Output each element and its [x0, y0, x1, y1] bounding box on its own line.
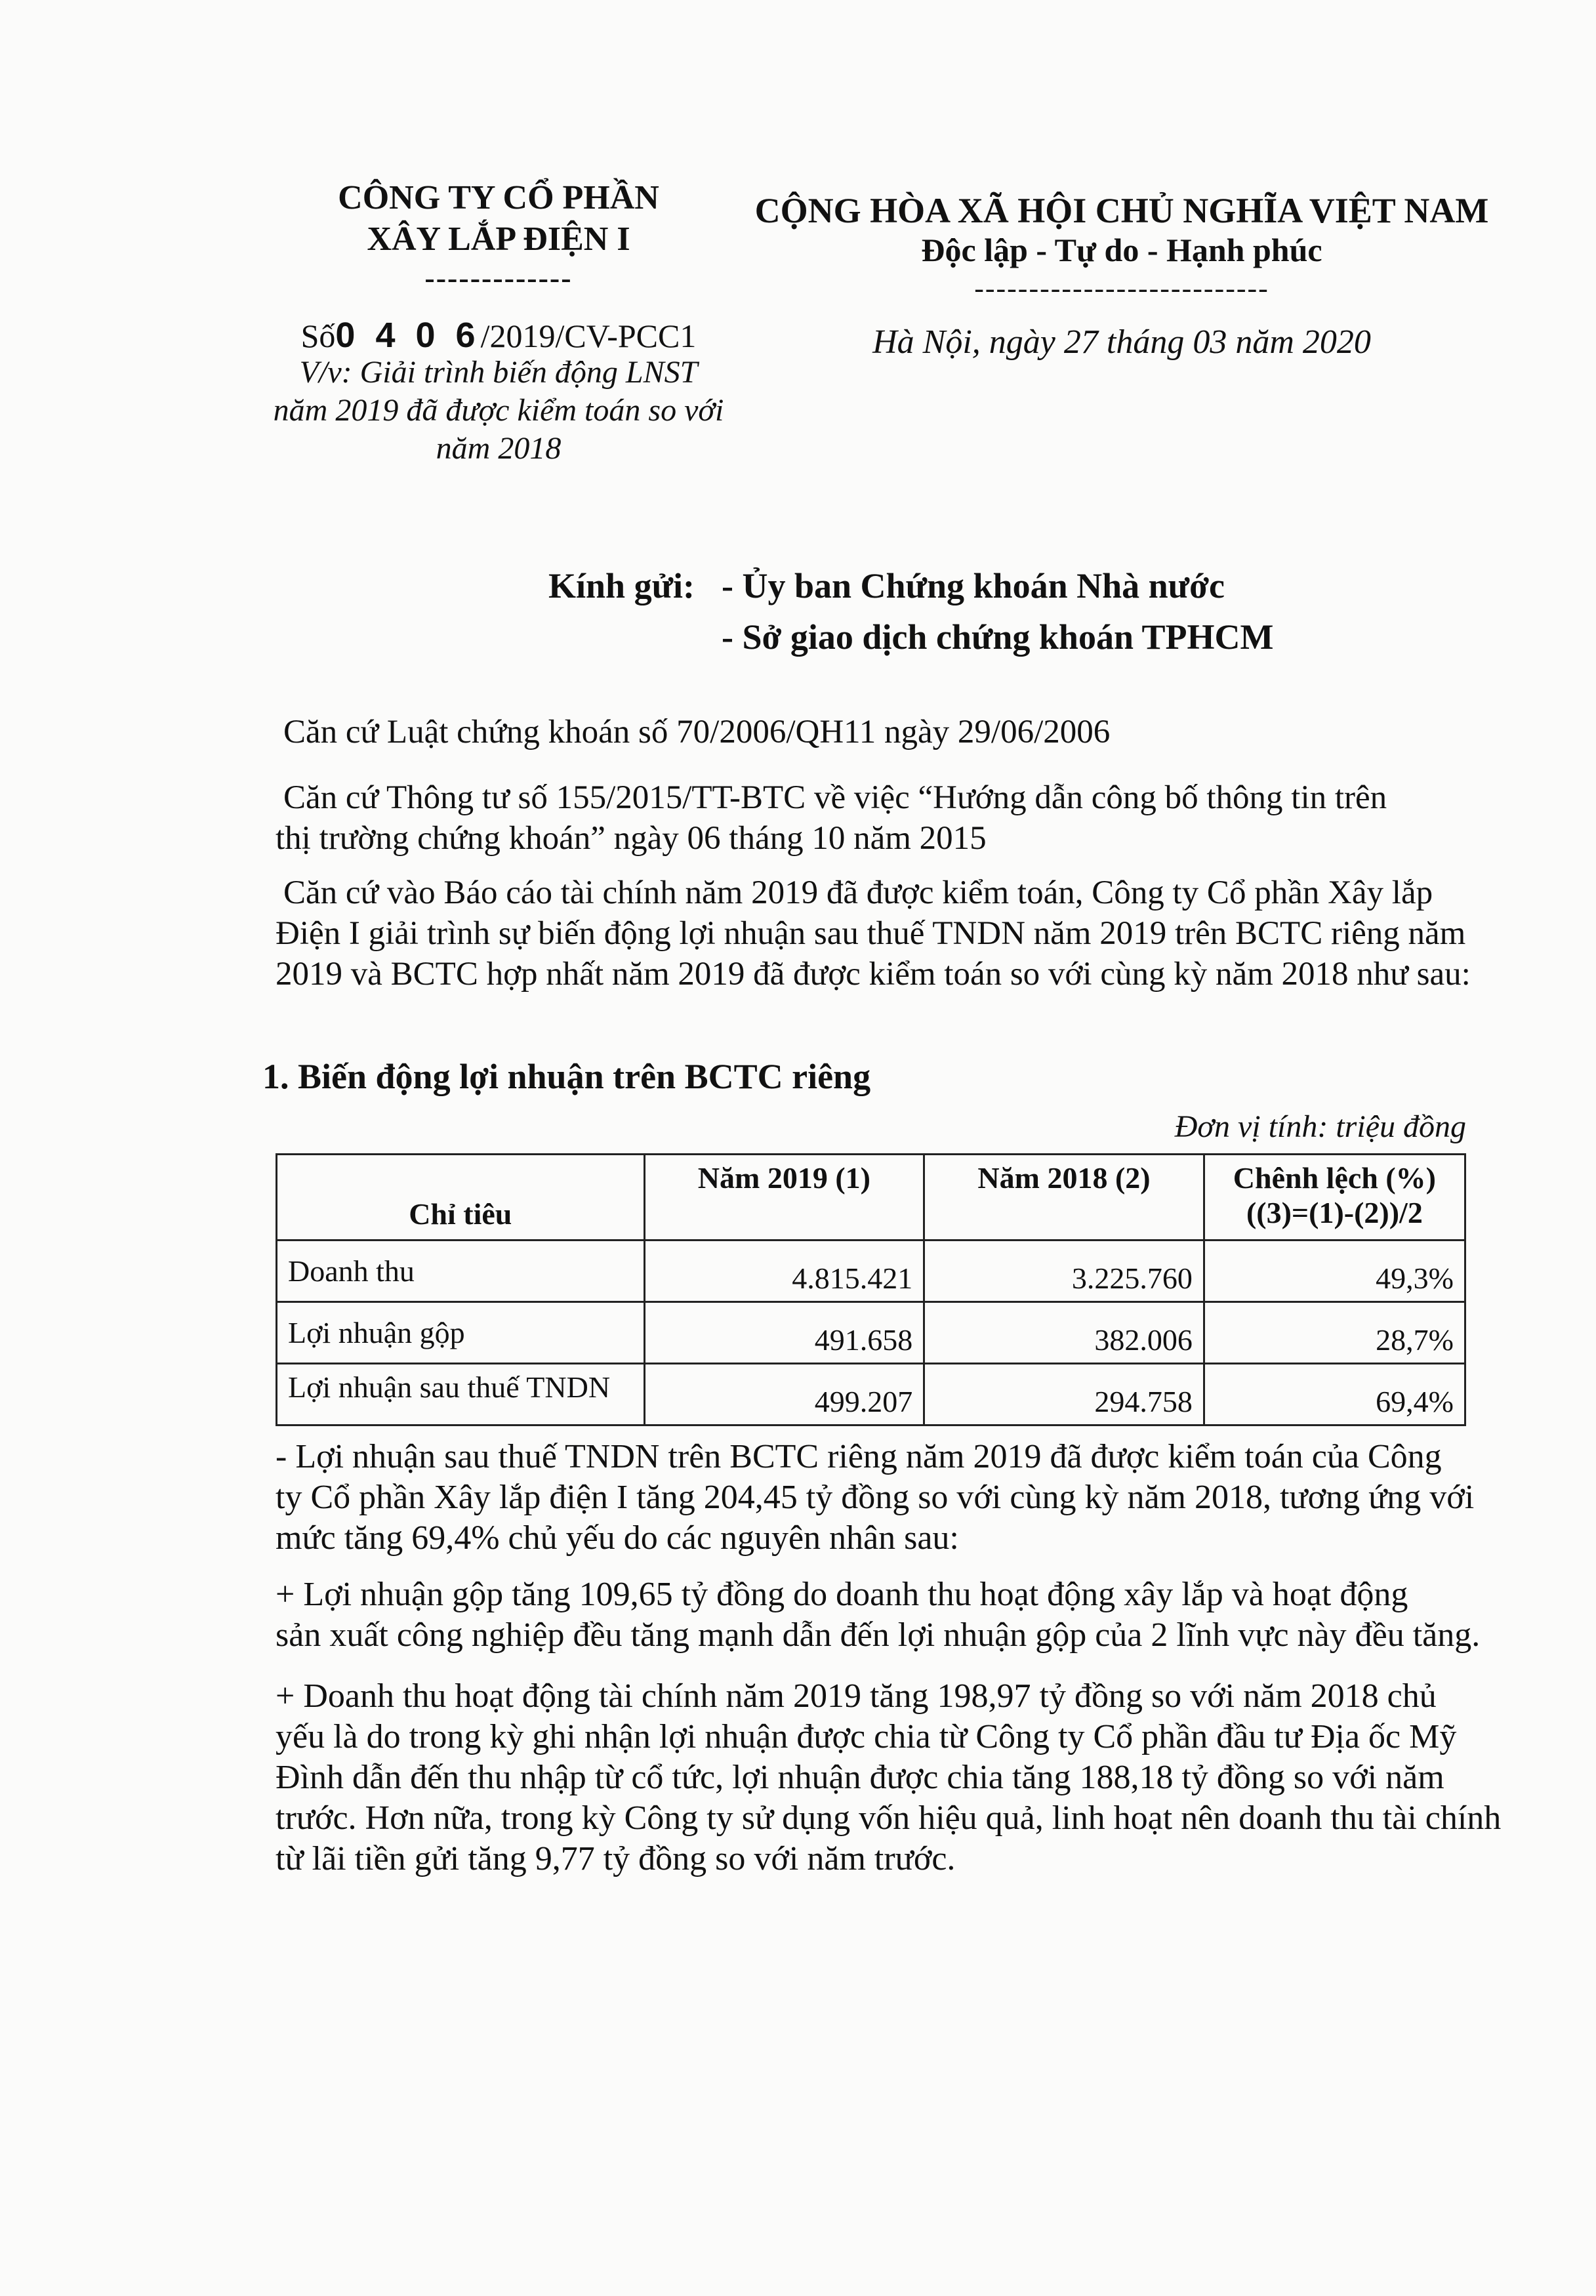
paragraph-line: trước. Hơn nữa, trong kỳ Công ty sử dụng vốn hiệu quả, linh hoạt nên doanh thu tài chính [276, 1799, 1502, 1837]
paragraph-line: từ lãi tiền gửi tăng 9,77 tỷ đồng so với năm trước. [276, 1840, 956, 1877]
cell-2019: 4.815.421 [644, 1240, 924, 1302]
row-label: Doanh thu [277, 1240, 645, 1302]
paragraph-line: mức tăng 69,4% chủ yếu do các nguyên nhân sau: [276, 1519, 959, 1557]
paragraph-financial-income [276, 1676, 1502, 1879]
cell-2018: 382.006 [924, 1302, 1204, 1364]
recipient-item: - Ủy ban Chứng khoán Nhà nước [722, 566, 1225, 605]
table-header-row [277, 1155, 1465, 1240]
paragraph-line: Căn cứ Thông tư số 155/2015/TT-BTC về việc “Hướng dẫn công bố thông tin trên [283, 779, 1387, 816]
section-title: 1. Biến động lợi nhuận trên BCTC riêng [262, 1057, 871, 1096]
header-difference [1204, 1155, 1465, 1240]
paragraph-line: 2019 và BCTC hợp nhất năm 2019 đã được kiểm toán so với cùng kỳ năm 2018 như sau: [276, 956, 1471, 993]
right-header-divider: --------------------------- [974, 272, 1269, 304]
subject-line2: năm 2019 đã được kiểm toán so với [273, 393, 724, 428]
cell-2019: 491.658 [644, 1302, 924, 1364]
paragraph-report-basis [276, 872, 1471, 994]
unit-note: Đơn vị tính: triệu đồng [1174, 1109, 1466, 1144]
cell-2018: 294.758 [924, 1364, 1204, 1425]
doc-number-prefix: Số [300, 318, 336, 354]
cell-diff: 49,3% [1204, 1240, 1465, 1302]
country-motto: Độc lập - Tự do - Hạnh phúc [921, 232, 1322, 268]
paragraph-line: + Doanh thu hoạt động tài chính năm 2019 tăng 198,97 tỷ đồng so với năm 2018 chủ [276, 1677, 1437, 1715]
table-row [277, 1240, 1465, 1302]
doc-number-handwritten: 0 4 0 6 [335, 316, 481, 355]
header-difference-line2: ((3)=(1)-(2))/2 [1246, 1196, 1423, 1229]
cell-diff: 69,4% [1204, 1364, 1465, 1425]
place-date: Hà Nội, ngày 27 tháng 03 năm 2020 [872, 323, 1371, 361]
cell-2018: 3.225.760 [924, 1240, 1204, 1302]
paragraph-line: Căn cứ Luật chứng khoán số 70/2006/QH11 ngày 29/06/2006 [283, 714, 1111, 750]
header-difference-line1: Chênh lệch (%) [1233, 1161, 1437, 1195]
header-year-2018: Năm 2018 (2) [924, 1155, 1204, 1240]
paragraph-profit-explanation [276, 1437, 1475, 1559]
paragraph-line: Căn cứ vào Báo cáo tài chính năm 2019 đã được kiểm toán, Công ty Cổ phần Xây lắp [283, 874, 1433, 911]
document-number [276, 315, 722, 356]
cell-2019: 499.207 [644, 1364, 924, 1425]
doc-number-suffix: /2019/CV-PCC1 [480, 318, 697, 354]
paragraph-line: Điện I giải trình sự biến động lợi nhuận sau thuế TNDN năm 2019 trên BCTC riêng năm [276, 915, 1466, 952]
company-name-line2: XÂY LẮP ĐIỆN I [367, 220, 630, 258]
country-name: CỘNG HÒA XÃ HỘI CHỦ NGHĨA VIỆT NAM [754, 191, 1489, 230]
table-row [277, 1364, 1465, 1425]
paragraph-line: yếu là do trong kỳ ghi nhận lợi nhuận được chia từ Công ty Cổ phần đầu tư Địa ốc Mỹ [276, 1718, 1457, 1755]
paragraph-line: thị trường chứng khoán” ngày 06 tháng 10 năm 2015 [276, 820, 987, 857]
row-label: Lợi nhuận gộp [277, 1302, 645, 1364]
header-year-2019: Năm 2019 (1) [644, 1155, 924, 1240]
cell-diff: 28,7% [1204, 1302, 1465, 1364]
paragraph-legal-basis-1 [283, 712, 1474, 752]
subject-line3: năm 2018 [436, 431, 562, 466]
recipient-label: Kính gửi: [548, 566, 695, 605]
paragraph-line: - Lợi nhuận sau thuế TNDN trên BCTC riêng năm 2019 đã được kiểm toán của Công [276, 1438, 1442, 1475]
company-name-line1: CÔNG TY CỔ PHẦN [338, 179, 659, 216]
row-label: Lợi nhuận sau thuế TNDN [277, 1364, 645, 1425]
paragraph-gross-profit [276, 1574, 1481, 1656]
left-header-divider: ------------- [424, 261, 573, 295]
profit-table [276, 1153, 1466, 1426]
subject-line1: V/v: Giải trình biến động LNST [299, 355, 698, 390]
paragraph-line: ty Cổ phần Xây lắp điện I tăng 204,45 tỷ đồng so với cùng kỳ năm 2018, tương ứng với [276, 1479, 1475, 1516]
paragraph-line: Đình dẫn đến thu nhập từ cổ tức, lợi nhuận được chia tăng 188,18 tỷ đồng so với năm [276, 1759, 1444, 1796]
paragraph-line: sản xuất công nghiệp đều tăng mạnh dẫn đến lợi nhuận gộp của 2 lĩnh vực này đều tăng. [276, 1616, 1481, 1654]
recipient-item: - Sở giao dịch chứng khoán TPHCM [722, 617, 1274, 657]
table-row [277, 1302, 1465, 1364]
paragraph-legal-basis-2 [276, 777, 1466, 859]
paragraph-line: + Lợi nhuận gộp tăng 109,65 tỷ đồng do doanh thu hoạt động xây lắp và hoạt động [276, 1576, 1408, 1613]
header-indicator: Chỉ tiêu [277, 1155, 645, 1240]
